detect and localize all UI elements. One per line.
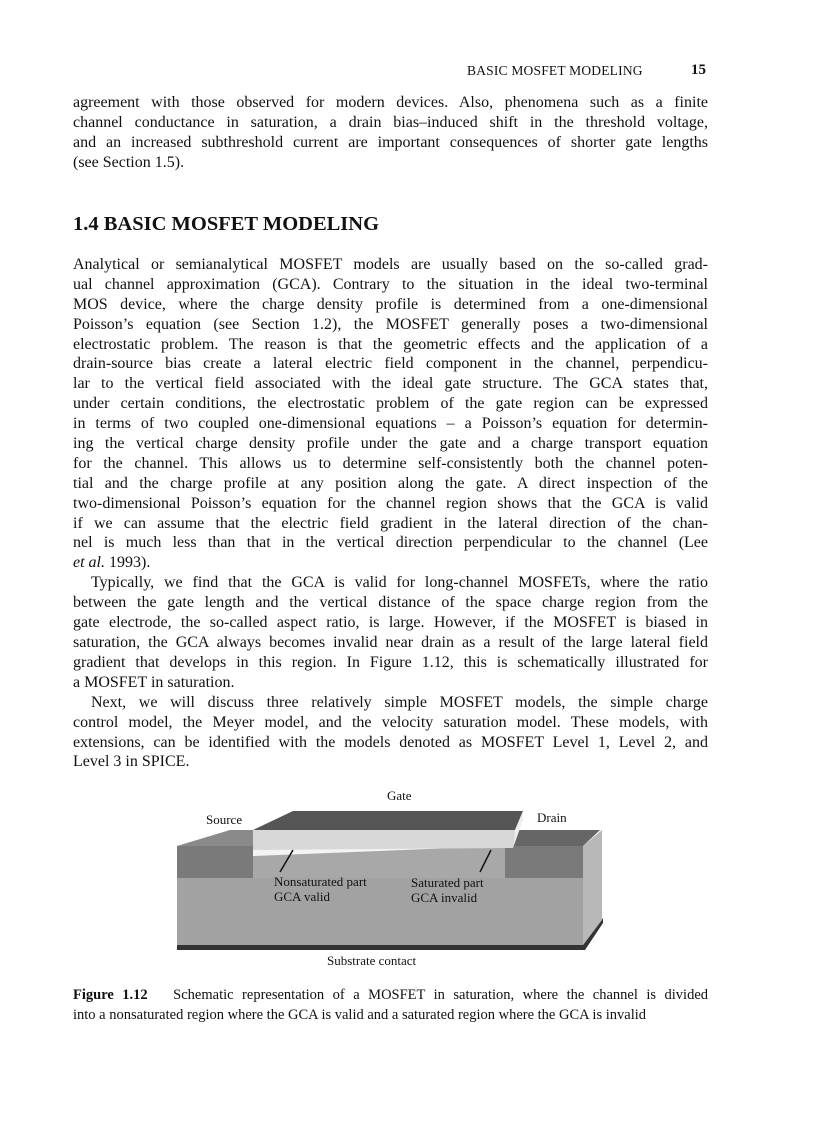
source-region [177, 846, 253, 878]
caption-line [73, 985, 708, 1005]
citation-year: 1993). [105, 554, 151, 572]
text-line: agreement with those observed for modern devices. Also, phenomena such as a finite [73, 94, 708, 111]
text-line: between the gate length and the vertical distance of the space charge region from the [73, 594, 708, 612]
drain-top [505, 830, 600, 846]
text-line: two-dimensional Poisson’s equation for the channel region shows that the GCA is valid [73, 494, 708, 512]
label-gate: Gate [387, 788, 412, 803]
paragraph-intro [73, 93, 708, 173]
label-gca-invalid: GCA invalid [411, 890, 478, 905]
page-number: 15 [691, 62, 706, 78]
text-line: lar to the vertical field associated with the ideal gate structure. The GCA states that, [73, 375, 708, 393]
text-line: Typically, we find that the GCA is valid for long-channel MOSFETs, where the ratio [91, 574, 708, 592]
drain-region [505, 846, 583, 878]
source-top [177, 830, 253, 846]
label-drain: Drain [537, 810, 567, 825]
paragraph-gca [73, 255, 708, 573]
text-line: ing the vertical charge density profile under the gate and a charge transport equation [73, 435, 708, 453]
running-header: BASIC MOSFET MODELING [467, 63, 643, 78]
text-line: MOS device, where the charge density profile is determined from a one-dimensional [73, 295, 708, 313]
text-line: Poisson’s equation (see Section 1.2), the MOSFET generally poses a two-dimensional [73, 315, 708, 333]
text-line: Analytical or semianalytical MOSFET models are usually based on the so-called grad- [73, 256, 708, 273]
label-nonsaturated-part: Nonsaturated part [274, 874, 367, 889]
section-heading: 1.4 BASIC MOSFET MODELING [73, 213, 380, 235]
paragraph-next [73, 693, 708, 773]
text-line: tial and the charge profile at any position along the gate. A direct inspection of the [73, 474, 708, 492]
substrate-front [177, 878, 583, 945]
text-line: nel is much less than that in the vertical direction perpendicular to the channel (Lee [73, 534, 708, 552]
citation-etal: et al. [73, 554, 105, 572]
text-line: if we can assume that the electric field gradient in the lateral direction of the chan- [73, 514, 708, 532]
text-line: gradient that develops in this region. In Figure 1.12, this is schematically illustrated for [73, 653, 708, 671]
text-line: and an increased subthreshold current are important consequences of shorter gate lengths [73, 133, 708, 151]
figure-caption [73, 985, 708, 1025]
text-line [73, 553, 708, 573]
caption-line: into a nonsaturated region where the GCA is valid and a saturated region where the GCA is invalid [73, 1007, 647, 1023]
figure-mosfet-diagram [170, 780, 620, 970]
text-line: Next, we will discuss three relatively simple MOSFET models, the simple charge [91, 693, 708, 711]
text-line: control model, the Meyer model, and the velocity saturation model. These models, with [73, 713, 708, 731]
paragraph-typically [73, 573, 708, 692]
text-line: for the channel. This allows us to determine self-consistently both the channel poten- [73, 454, 708, 472]
text-line: saturation, the GCA always becomes invalid near drain as a result of the large lateral field [73, 634, 708, 652]
mosfet-illustration [170, 780, 620, 970]
text-line: (see Section 1.5). [73, 153, 185, 171]
text-line: electrostatic problem. The reason is that the geometric effects and the application of a [73, 335, 708, 353]
label-gca-valid: GCA valid [274, 889, 330, 904]
text-line: ual channel approximation (GCA). Contrary to the situation in the ideal two-terminal [73, 275, 708, 293]
gate-oxide [253, 830, 515, 850]
text-line: in terms of two coupled one-dimensional equations – a Poisson’s equation for determin- [73, 415, 708, 433]
text-line: channel conductance in saturation, a drain bias–induced shift in the threshold voltage, [73, 113, 708, 131]
gate-top [253, 811, 523, 830]
text-line: Level 3 in SPICE. [73, 753, 190, 771]
caption-text: Schematic representation of a MOSFET in saturation, where the channel is divided [173, 987, 709, 1003]
text-line: under certain conditions, the electrostatic problem of the gate region can be expressed [73, 395, 708, 413]
label-substrate-contact: Substrate contact [327, 953, 417, 968]
text-line: extensions, can be identified with the models denoted as MOSFET Level 1, Level 2, and [73, 733, 708, 751]
text-line: a MOSFET in saturation. [73, 673, 235, 691]
text-line: gate electrode, the so-called aspect ratio, is large. However, if the MOSFET is biased in [73, 614, 708, 632]
caption-label: Figure 1.12 [73, 987, 148, 1003]
label-source: Source [206, 812, 243, 827]
label-saturated-part: Saturated part [411, 875, 484, 890]
text-line: drain-source bias create a lateral electric field component in the channel, perpendicu- [73, 355, 708, 373]
